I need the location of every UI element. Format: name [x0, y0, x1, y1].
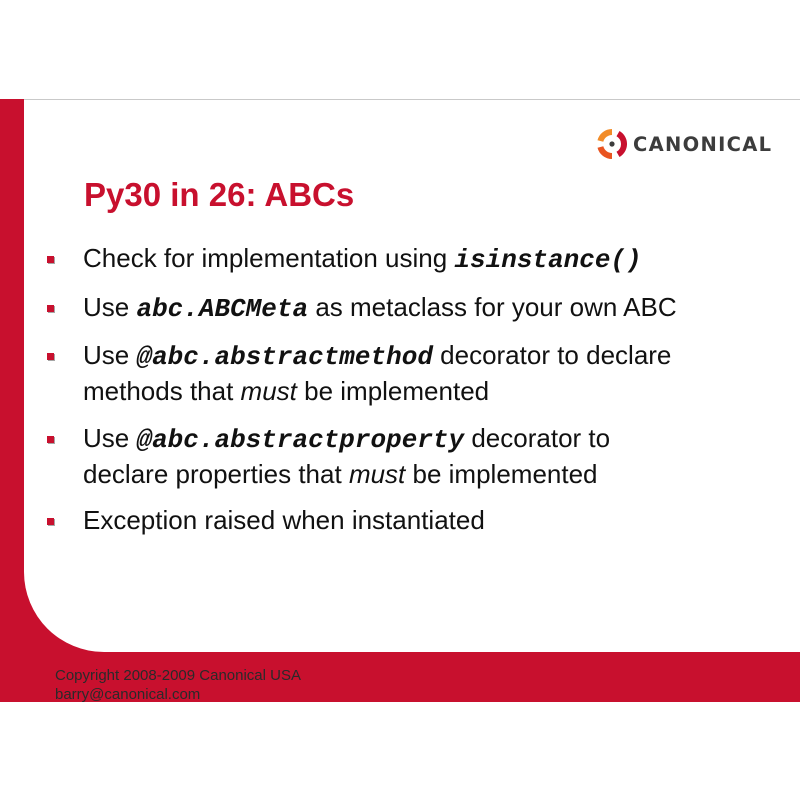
- slide-title: Py30 in 26: ABCs: [84, 176, 355, 213]
- code-run: @abc.abstractmethod: [136, 342, 433, 372]
- bullet-marker: [47, 436, 54, 443]
- bullet-marker: [47, 305, 54, 312]
- contact-email: barry@canonical.com: [55, 686, 201, 702]
- text-run: Use: [83, 340, 137, 370]
- text-run: be implemented: [405, 459, 598, 489]
- canonical-wordmark: CANONICAL: [633, 132, 773, 156]
- text-run: Check for implementation using: [83, 243, 455, 273]
- copyright-text: Copyright 2008-2009 Canonical USA: [55, 667, 301, 684]
- emphasis-run: must: [240, 376, 297, 406]
- bullet-marker: [47, 256, 54, 263]
- code-run: isinstance(): [454, 245, 642, 275]
- text-run: Exception raised when instantiated: [83, 505, 485, 535]
- bullet-text: [83, 338, 783, 408]
- bullet-marker: [47, 353, 54, 360]
- bullet-text: [83, 421, 783, 491]
- text-run: Use: [83, 423, 137, 453]
- slide-content-panel: [24, 99, 800, 652]
- text-run: decorator to declare: [432, 340, 672, 370]
- text-run: declare properties that: [83, 459, 349, 489]
- bullet-text: [83, 241, 783, 277]
- text-run: be implemented: [296, 376, 490, 406]
- text-run: methods that: [83, 376, 241, 406]
- code-run: abc.ABCMeta: [136, 294, 309, 324]
- bullet-marker: [47, 518, 54, 525]
- bullet-text: [83, 503, 783, 537]
- bullet-text: [83, 290, 783, 326]
- text-run: decorator to: [464, 423, 611, 453]
- slide-footer: [55, 666, 301, 702]
- slide: [0, 99, 800, 702]
- text-run: as metaclass for your own ABC: [308, 292, 677, 322]
- canonical-circle-icon: [597, 129, 627, 159]
- emphasis-run: must: [348, 459, 406, 489]
- canonical-logo: [597, 129, 772, 159]
- text-run: Use: [83, 292, 137, 322]
- code-run: @abc.abstractproperty: [136, 425, 465, 455]
